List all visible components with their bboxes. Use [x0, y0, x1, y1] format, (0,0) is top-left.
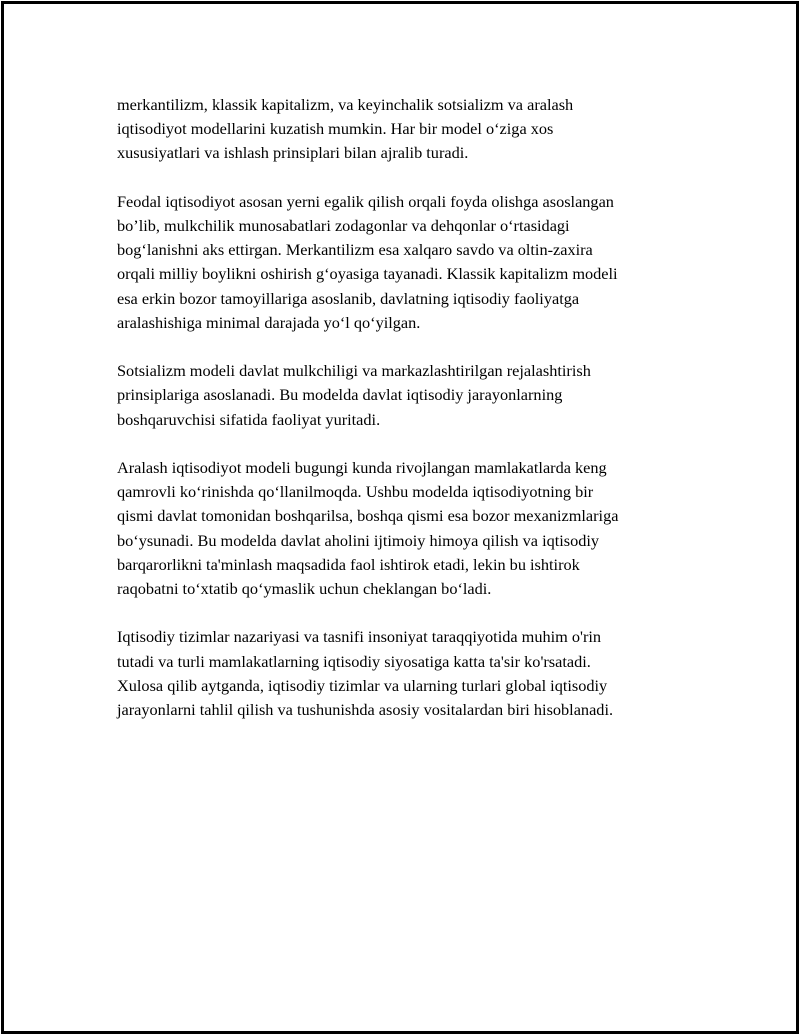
paragraph-5	[117, 625, 692, 722]
text-line: esa erkin bozor tamoyillariga asoslanib, davlatning iqtisodiy faoliyatga	[117, 288, 580, 308]
text-line: Feodal iqtisodiyot asosan yerni egalik qilish orqali foyda olishga asoslangan	[117, 191, 614, 211]
paragraph-3	[117, 359, 692, 432]
text-line: bo’lib, mulkchilik munosabatlari zodagonlar va dehqonlar o‘rtasidagi	[117, 216, 570, 235]
text-line: xususiyatlari va ishlash prinsiplari bilan ajralib turadi.	[117, 143, 469, 163]
document-body	[117, 93, 692, 746]
text-line: qamrovli ko‘rinishda qo‘llanilmoqda. Ushbu modelda iqtisodiyotning bir	[117, 482, 594, 502]
text-line: merkantilizm, klassik kapitalizm, va keyinchalik sotsializm va aralash	[117, 95, 574, 114]
paragraph-4	[117, 456, 692, 601]
text-line: Iqtisodiy tizimlar nazariyasi va tasnifi insoniyat taraqqiyotida muhim o'rin	[117, 627, 602, 647]
text-line: barqarorlikni ta'minlash maqsadida faol ishtirok etadi, lekin bu ishtirok	[117, 554, 580, 574]
text-line: prinsiplariga asoslanadi. Bu modelda davlat iqtisodiy jarayonlarning	[117, 385, 563, 405]
text-line: bo‘ysunadi. Bu modelda davlat aholini ijtimoiy himoya qilish va iqtisodiy	[117, 530, 600, 550]
text-line: jarayonlarni tahlil qilish va tushunishda asosiy vositalardan biri hisoblanadi.	[117, 700, 614, 720]
paragraph-1	[117, 93, 692, 166]
text-line: boshqaruvchisi sifatida faoliyat yuritadi.	[117, 409, 381, 429]
text-line: Aralash iqtisodiyot modeli bugungi kunda rivojlangan mamlakatlarda keng	[117, 458, 607, 477]
text-line: bog‘lanishni aks ettirgan. Merkantilizm esa xalqaro savdo va oltin-zaxira	[117, 240, 593, 260]
text-line: qismi davlat tomonidan boshqarilsa, boshqa qismi esa bozor mexanizmlariga	[117, 506, 619, 526]
paragraph-2	[117, 190, 692, 335]
text-line: aralashishiga minimal darajada yo‘l qo‘yilgan.	[117, 312, 421, 332]
text-line: orqali milliy boylikni oshirish g‘oyasiga tayanadi. Klassik kapitalizm modeli	[117, 264, 618, 284]
text-line: Xulosa qilib aytganda, iqtisodiy tizimlar va ularning turlari global iqtisodiy	[117, 675, 608, 695]
text-line: raqobatni to‘xtatib qo‘ymaslik uchun cheklangan bo‘ladi.	[117, 579, 492, 599]
text-line: Sotsializm modeli davlat mulkchiligi va markazlashtirilgan rejalashtirish	[117, 361, 591, 381]
text-line: tutadi va turli mamlakatlarning iqtisodiy siyosatiga katta ta'sir ko'rsatadi.	[117, 651, 591, 671]
text-line: iqtisodiyot modellarini kuzatish mumkin. Har bir model o‘ziga xos	[117, 119, 554, 139]
